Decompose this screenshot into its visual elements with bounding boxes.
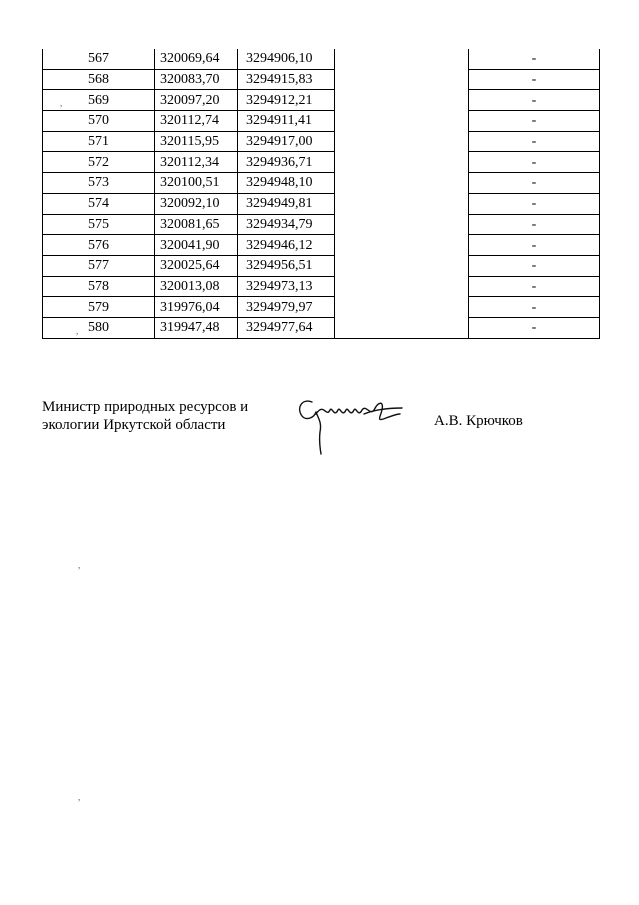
table-row — [43, 317, 600, 338]
y-coordinate-cell: 3294973,13 — [238, 276, 335, 297]
signatory-name: А.В. Крючков — [434, 413, 523, 429]
point-number-cell: 567 — [43, 49, 155, 69]
table-row — [43, 255, 600, 276]
table-row — [43, 214, 600, 235]
x-coordinate-cell: 320025,64 — [155, 255, 238, 276]
position-line-2: экологии Иркутской области — [42, 417, 226, 433]
point-number-cell: 579 — [43, 297, 155, 318]
y-coordinate-cell: 3294917,00 — [238, 131, 335, 152]
table-row — [43, 111, 600, 132]
y-coordinate-cell: 3294936,71 — [238, 152, 335, 173]
table-row — [43, 193, 600, 214]
note-cell: - — [469, 49, 600, 69]
table-row — [43, 173, 600, 194]
y-coordinate-cell: 3294934,79 — [238, 214, 335, 235]
x-coordinate-cell: 320097,20 — [155, 90, 238, 111]
coordinates-table-body — [43, 49, 600, 338]
point-number-cell: 575 — [43, 214, 155, 235]
table-row — [43, 131, 600, 152]
scan-speck: , — [78, 792, 81, 802]
y-coordinate-cell: 3294915,83 — [238, 69, 335, 90]
x-coordinate-cell: 320081,65 — [155, 214, 238, 235]
point-number-cell: 570 — [43, 111, 155, 132]
note-cell: - — [469, 152, 600, 173]
point-number-cell: 574 — [43, 193, 155, 214]
x-coordinate-cell: 320083,70 — [155, 69, 238, 90]
x-coordinate-cell: 320069,64 — [155, 49, 238, 69]
y-coordinate-cell: 3294911,41 — [238, 111, 335, 132]
x-coordinate-cell: 320112,74 — [155, 111, 238, 132]
note-cell: - — [469, 90, 600, 111]
x-coordinate-cell: 320112,34 — [155, 152, 238, 173]
note-cell: - — [469, 255, 600, 276]
y-coordinate-cell: 3294949,81 — [238, 193, 335, 214]
y-coordinate-cell: 3294948,10 — [238, 173, 335, 194]
table-row — [43, 69, 600, 90]
note-cell: - — [469, 69, 600, 90]
table-row — [43, 90, 600, 111]
signatory-position — [42, 398, 248, 434]
x-coordinate-cell: 320013,08 — [155, 276, 238, 297]
note-cell: - — [469, 111, 600, 132]
note-cell: - — [469, 276, 600, 297]
empty-merged-cell — [335, 49, 469, 338]
y-coordinate-cell: 3294956,51 — [238, 255, 335, 276]
note-cell: - — [469, 214, 600, 235]
point-number-cell: 576 — [43, 235, 155, 256]
note-cell: - — [469, 173, 600, 194]
note-cell: - — [469, 235, 600, 256]
point-number-cell: 572 — [43, 152, 155, 173]
handwritten-signature — [290, 388, 410, 458]
point-number-cell: 568 — [43, 69, 155, 90]
x-coordinate-cell: 320041,90 — [155, 235, 238, 256]
scan-speck: , — [76, 326, 79, 336]
y-coordinate-cell: 3294979,97 — [238, 297, 335, 318]
y-coordinate-cell: 3294946,12 — [238, 235, 335, 256]
scan-speck: , — [78, 560, 81, 570]
note-cell: - — [469, 317, 600, 338]
point-number-cell: 573 — [43, 173, 155, 194]
x-coordinate-cell: 319947,48 — [155, 317, 238, 338]
table-row — [43, 276, 600, 297]
table-row — [43, 235, 600, 256]
point-number-cell: 577 — [43, 255, 155, 276]
y-coordinate-cell: 3294906,10 — [238, 49, 335, 69]
y-coordinate-cell: 3294912,21 — [238, 90, 335, 111]
y-coordinate-cell: 3294977,64 — [238, 317, 335, 338]
note-cell: - — [469, 297, 600, 318]
table-row — [43, 152, 600, 173]
coordinates-table — [42, 49, 600, 339]
x-coordinate-cell: 319976,04 — [155, 297, 238, 318]
scan-speck: , — [60, 98, 63, 108]
position-line-1: Министр природных ресурсов и — [42, 399, 249, 415]
x-coordinate-cell: 320100,51 — [155, 173, 238, 194]
note-cell: - — [469, 193, 600, 214]
note-cell: - — [469, 131, 600, 152]
x-coordinate-cell: 320115,95 — [155, 131, 238, 152]
point-number-cell: 578 — [43, 276, 155, 297]
point-number-cell: 580 — [43, 317, 155, 338]
x-coordinate-cell: 320092,10 — [155, 193, 238, 214]
table-row — [43, 297, 600, 318]
point-number-cell: 569 — [43, 90, 155, 111]
table-row — [43, 49, 600, 69]
point-number-cell: 571 — [43, 131, 155, 152]
